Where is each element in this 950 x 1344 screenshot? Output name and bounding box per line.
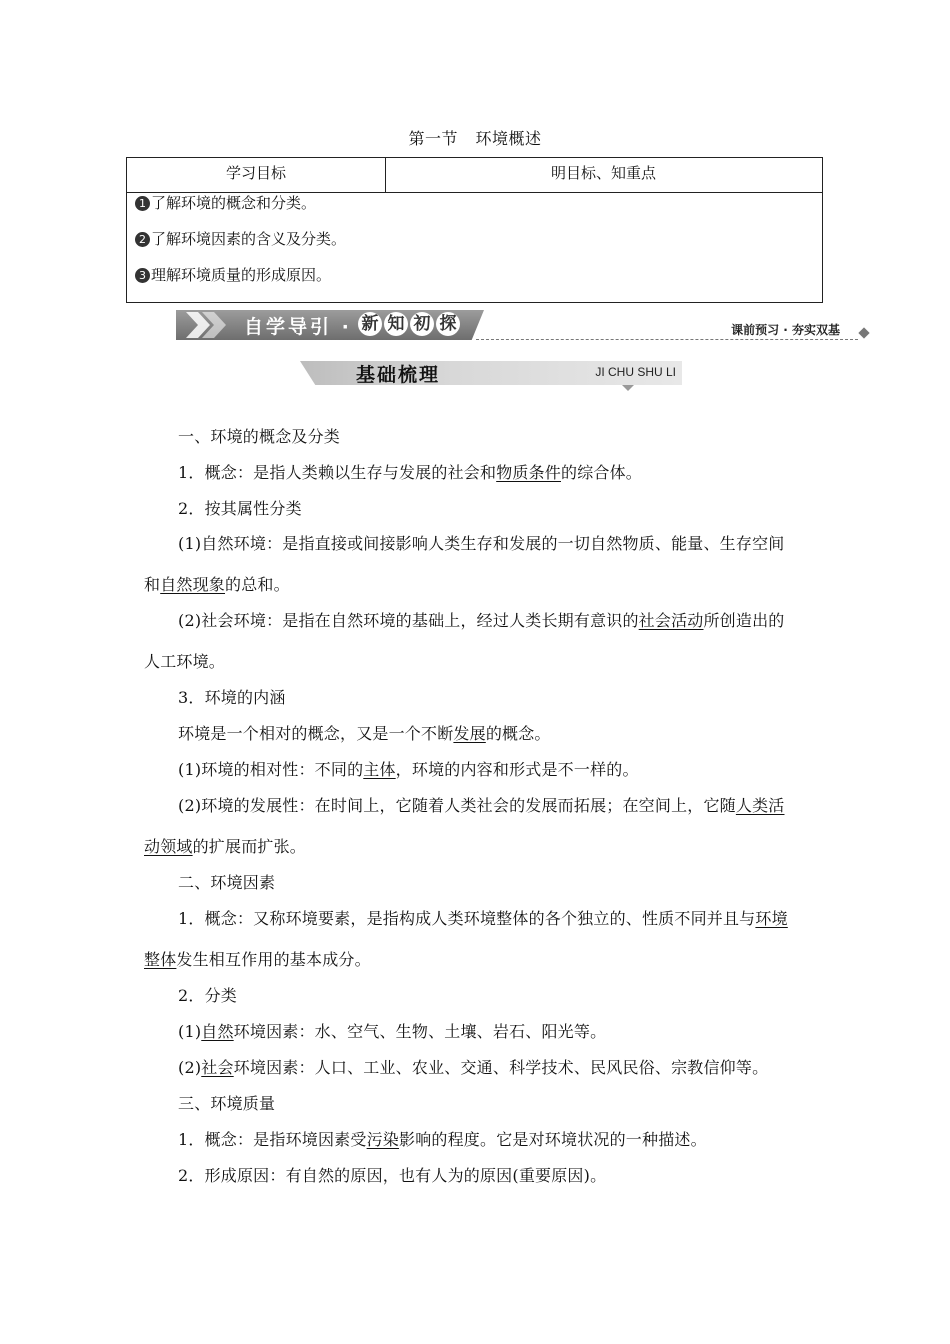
paragraph-continuation: 人工环境。: [144, 652, 226, 671]
text-run: 所创造出的: [703, 611, 785, 630]
objectives-header-right: 明目标、知重点: [550, 164, 656, 182]
text-run: 环境因素：水、空气、生物、土壤、岩石、阳光等。: [233, 1022, 607, 1041]
down-arrow-icon: [622, 385, 634, 391]
blank-answer: 人类活: [735, 796, 785, 815]
paragraph: 2．形成原因：有自然的原因，也有人为的原因(重要原因)。: [178, 1166, 607, 1185]
text-run: 影响的程度。它是对环境状况的一种描述。: [399, 1130, 707, 1149]
paragraph: [178, 1055, 768, 1078]
text-run: (1): [178, 1022, 202, 1041]
subsection-header: [300, 357, 682, 391]
blank-answer: 自然: [201, 1022, 234, 1041]
subheading: 3．环境的内涵: [178, 688, 286, 707]
paragraph: (1)自然环境：是指直接或间接影响人类生存和发展的一切自然物质、能量、生存空间: [178, 534, 785, 553]
text-run: 环境是一个相对的概念，又是一个不断: [178, 724, 454, 743]
banner-char: 初: [410, 312, 434, 336]
blank-answer: 整体: [144, 950, 177, 969]
text-run: 和: [144, 575, 161, 594]
objectives-table: [126, 157, 823, 303]
banner-char: 探: [436, 312, 460, 336]
objective-text: 了解环境的概念和分类。: [151, 194, 317, 212]
text-run: 的总和。: [225, 575, 290, 594]
blank-answer: 社会: [201, 1058, 234, 1077]
paragraph: [178, 721, 551, 744]
double-chevron-icon: [184, 310, 232, 340]
paragraph: [178, 460, 642, 483]
banner-dashed-line: [476, 339, 858, 340]
section-banner: [176, 304, 868, 344]
objectives-header-left: 学习目标: [127, 158, 386, 192]
section-heading: 二、环境因素: [178, 873, 276, 892]
section-number: 第一节: [408, 129, 458, 148]
blank-answer: 动领域: [144, 837, 193, 856]
banner-char: 新: [358, 312, 382, 336]
blank-answer: 环境: [755, 909, 788, 928]
text-run: 1．概念：又称环境要素，是指构成人类环境整体的各个独立的、性质不同并且与: [178, 909, 756, 928]
text-run: 1．概念：是指环境因素受: [178, 1130, 367, 1149]
blank-answer: 自然现象: [160, 575, 226, 594]
subheading: 2．按其属性分类: [178, 499, 302, 518]
objectives-header-row: [127, 158, 822, 193]
text-run: (2)环境的发展性：在时间上，它随着人类社会的发展而拓展；在空间上，它随: [178, 796, 736, 815]
objective-item: [135, 264, 331, 285]
banner-char: 知: [384, 312, 408, 336]
paragraph-continuation: [144, 572, 290, 595]
text-run: ，环境的内容和形式是不一样的。: [395, 760, 639, 779]
blank-answer: 污染: [366, 1130, 399, 1149]
text-run: 的综合体。: [561, 463, 643, 482]
section-name: 环境概述: [475, 129, 542, 148]
paragraph: [178, 1019, 606, 1042]
banner-title: [244, 312, 352, 339]
diamond-icon: [858, 327, 869, 338]
subsection-title: 基础梳理: [356, 364, 441, 386]
objective-text: 了解环境因素的含义及分类。: [151, 230, 347, 248]
objective-item: [135, 192, 316, 213]
text-run: 的扩展而扩张。: [192, 837, 307, 856]
blank-answer: 主体: [363, 760, 396, 779]
paragraph: [178, 608, 785, 631]
paragraph: [178, 793, 784, 816]
text-run: 1．概念：是指人类赖以生存与发展的社会和: [178, 463, 497, 482]
banner-circled-chars: [358, 312, 462, 336]
subsection-pinyin: JI CHU SHU LI: [595, 365, 676, 379]
number-circle-icon: 2: [135, 232, 150, 247]
page-title: [0, 126, 950, 149]
objective-text: 理解环境质量的形成原因。: [151, 266, 332, 284]
blank-answer: 社会活动: [638, 611, 704, 630]
blank-answer: 发展: [453, 724, 486, 743]
subheading: 2．分类: [178, 986, 237, 1005]
paragraph: [178, 757, 639, 780]
banner-right-text: 课前预习 · 夯实双基: [731, 323, 840, 337]
number-circle-icon: 3: [135, 268, 150, 283]
paragraph-continuation: [144, 947, 371, 970]
banner-left-text: 自学导引: [244, 316, 333, 338]
text-run: 发生相互作用的基本成分。: [176, 950, 371, 969]
text-run: 的概念。: [485, 724, 551, 743]
text-run: (1)环境的相对性：不同的: [178, 760, 364, 779]
section-heading: 三、环境质量: [178, 1094, 276, 1113]
blank-answer: 物质条件: [496, 463, 561, 482]
number-circle-icon: 1: [135, 196, 150, 211]
paragraph: [178, 1127, 707, 1150]
objective-item: [135, 228, 346, 249]
text-run: (2): [178, 1058, 202, 1077]
paragraph: [178, 906, 788, 929]
text-run: 环境因素：人口、工业、农业、交通、科学技术、民风民俗、宗教信仰等。: [233, 1058, 769, 1077]
banner-dot: ·: [341, 316, 352, 338]
paragraph-continuation: [144, 834, 306, 857]
text-run: (2)社会环境：是指在自然环境的基础上，经过人类长期有意识的: [178, 611, 639, 630]
section-heading: 一、环境的概念及分类: [178, 427, 341, 446]
